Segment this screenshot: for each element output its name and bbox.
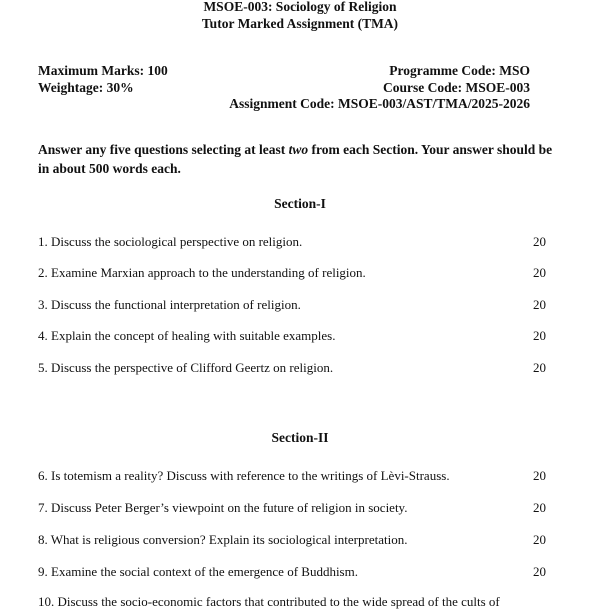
- question-text: 6. Is totemism a reality? Discuss with reference to the writings of Lèvi-Strauss.: [38, 468, 450, 483]
- question-text: 5. Discuss the perspective of Clifford Geertz on religion.: [38, 360, 334, 375]
- question-text: 10. Discuss the socio-economic factors that contributed to the wide spread of the cults of: [38, 594, 500, 609]
- question-row: [38, 328, 546, 344]
- question-row: [38, 500, 546, 516]
- question-marks: 20: [533, 564, 546, 579]
- programme-code: Programme Code: MSO: [389, 63, 530, 78]
- question-text: 9. Examine the social context of the emergence of Buddhism.: [38, 564, 358, 579]
- section-title-2: Section-II: [271, 430, 329, 445]
- question-text: 8. What is religious conversion? Explain its sociological interpretation.: [38, 532, 408, 547]
- question-text: 1. Discuss the sociological perspective on religion.: [38, 234, 303, 249]
- question-text: 3. Discuss the functional interpretation of religion.: [38, 297, 301, 312]
- assignment-subtitle: Tutor Marked Assignment (TMA): [201, 16, 399, 31]
- instructions-emphasis: two: [288, 142, 309, 157]
- assignment-code: Assignment Code: MSOE-003/AST/TMA/2025-2026: [229, 96, 530, 111]
- question-marks: 20: [533, 532, 546, 547]
- question-marks: 20: [533, 297, 546, 312]
- question-marks: [516, 594, 546, 610]
- question-row: [38, 468, 546, 484]
- question-row: [38, 360, 546, 376]
- question-row: [38, 532, 546, 548]
- question-marks: 20: [533, 234, 546, 249]
- instructions: [38, 140, 558, 178]
- question-row: [38, 564, 546, 580]
- section-title-1: Section-I: [274, 196, 326, 211]
- question-marks: 20: [533, 500, 546, 515]
- question-row: [38, 234, 546, 250]
- question-text: 7. Discuss Peter Berger’s viewpoint on the future of religion in society.: [38, 500, 408, 515]
- question-row: [38, 297, 546, 313]
- max-marks: Maximum Marks: 100: [38, 63, 168, 78]
- question-marks: 20: [533, 265, 546, 280]
- question-row: [38, 594, 546, 610]
- question-text: 2. Examine Marxian approach to the understanding of religion.: [38, 265, 366, 280]
- weightage: Weightage: 30%: [38, 80, 134, 95]
- question-text: 4. Explain the concept of healing with suitable examples.: [38, 328, 336, 343]
- question-marks: 20: [533, 328, 546, 343]
- course-code: Course Code: MSOE-003: [383, 80, 530, 95]
- instructions-part-2: from each Section. Your answer should be in about 500 words each.: [38, 142, 553, 176]
- course-title: MSOE-003: Sociology of Religion: [203, 0, 397, 14]
- question-row: [38, 265, 546, 281]
- question-marks: 20: [533, 468, 546, 483]
- question-marks: 20: [533, 360, 546, 375]
- instructions-part-1: Answer any five questions selecting at least: [38, 142, 289, 157]
